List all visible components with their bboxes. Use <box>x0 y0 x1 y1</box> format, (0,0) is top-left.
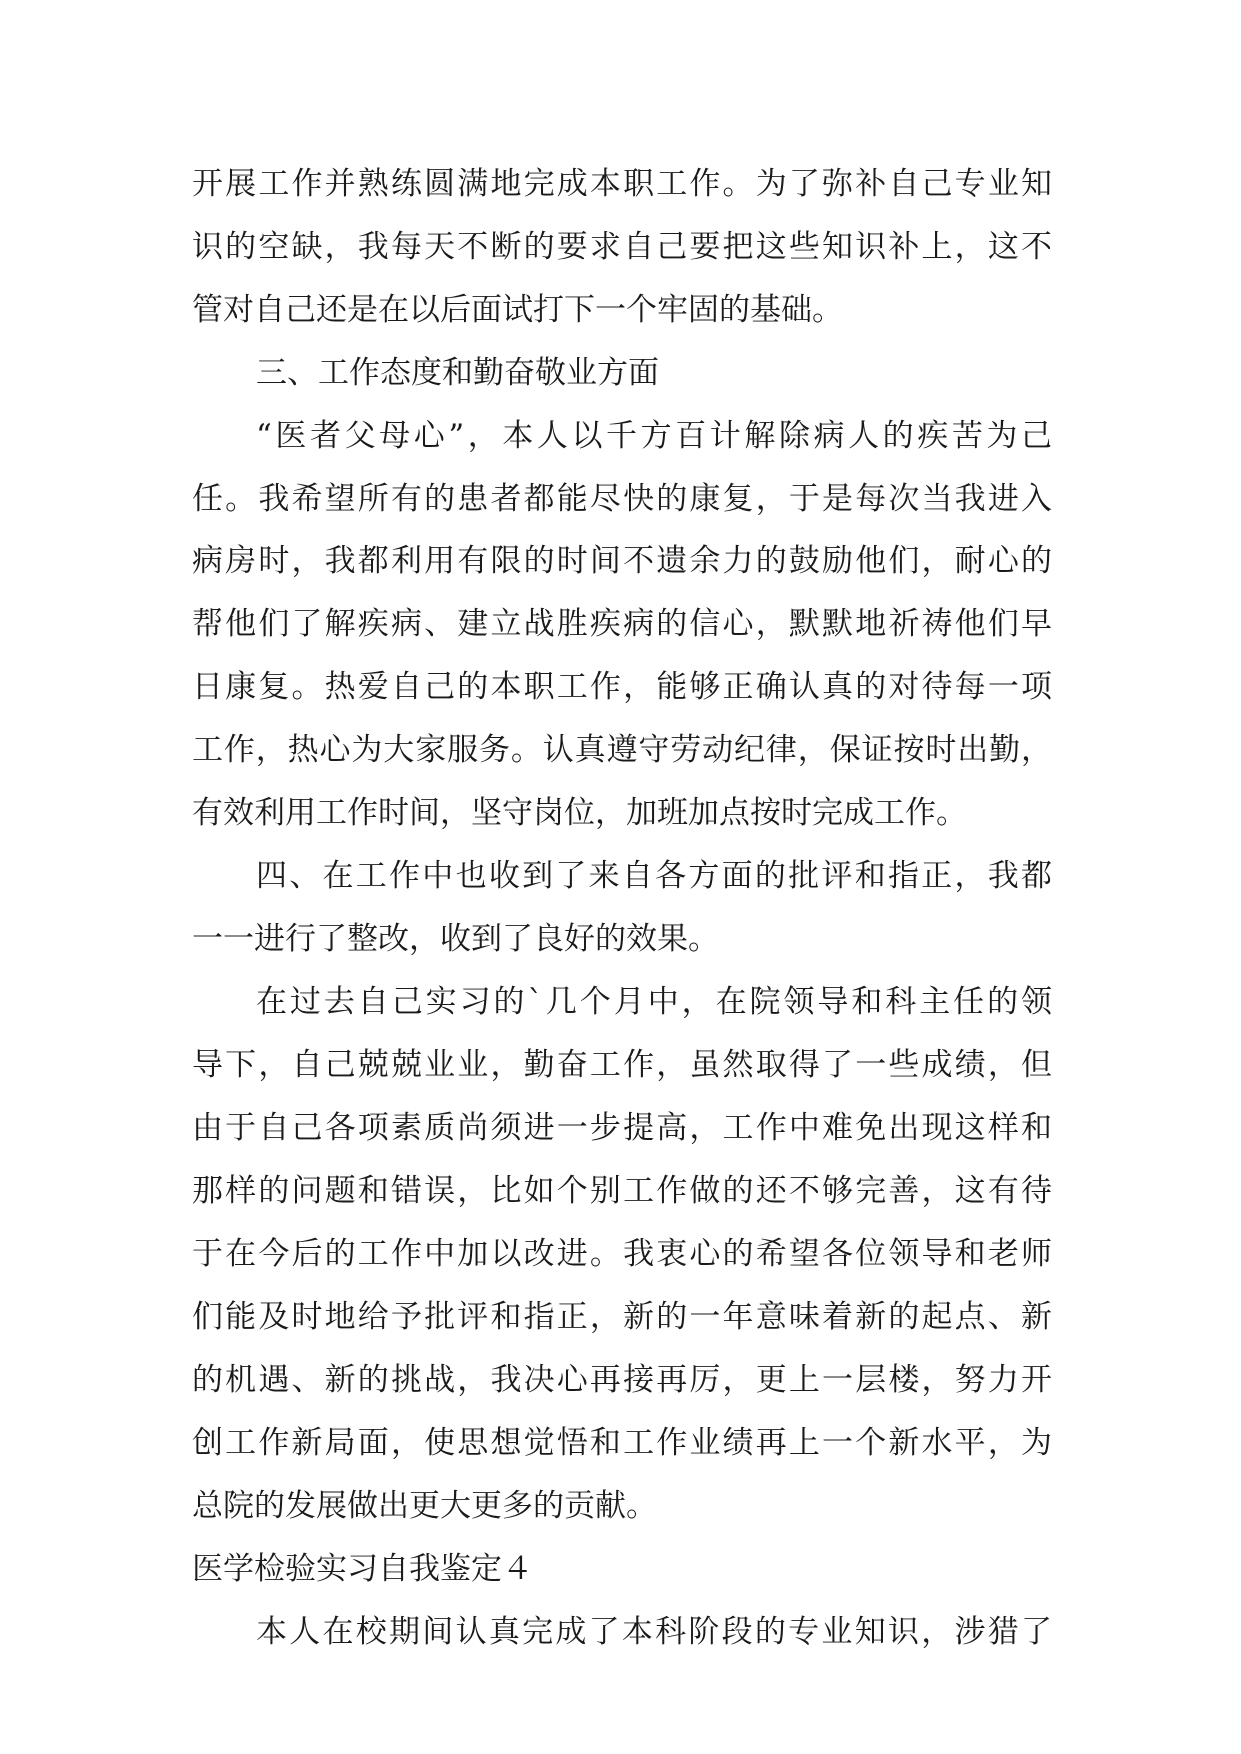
text-line-7: 病房时，我都利用有限的时间不遗余力的鼓励他们，耐心的 <box>192 543 1052 579</box>
text-line-16: 由于自己各项素质尚须进一步提高，工作中难免出现这样和 <box>192 1110 1052 1146</box>
text-line-6: 任。我希望所有的患者都能尽快的康复，于是每次当我进入 <box>192 481 1052 517</box>
text-line-11: 有效利用工作时间，坚守岗位，加班加点按时完成工作。 <box>192 795 967 831</box>
text-line-24: 本人在校期间认真完成了本科阶段的专业知识，涉猎了 <box>256 1614 1052 1650</box>
text-line-17: 那样的问题和错误，比如个别工作做的还不够完善，这有待 <box>192 1173 1052 1209</box>
text-line-19: 们能及时地给予批评和指正，新的一年意味着新的起点、新 <box>192 1299 1052 1335</box>
text-line-15: 导下，自己兢兢业业，勤奋工作，虽然取得了一些成绩，但 <box>192 1047 1052 1083</box>
text-line-1: 开展工作并熟练圆满地完成本职工作。为了弥补自己专业知 <box>192 166 1052 202</box>
section-heading-4: 四、在工作中也收到了来自各方面的批评和指正，我都 <box>256 858 1052 894</box>
text-line-21: 创工作新局面，使思想觉悟和工作业绩再上一个新水平，为 <box>192 1425 1052 1461</box>
text-line-18: 于在今后的工作中加以改进。我衷心的希望各位领导和老师 <box>192 1236 1052 1272</box>
article-title: 医学检验实习自我鉴定４ <box>192 1551 533 1587</box>
text-line-10: 工作，热心为大家服务。认真遵守劳动纪律，保证按时出勤， <box>192 732 1052 768</box>
text-line-5: “医者父母心”，本人以千方百计解除病人的疾苦为己 <box>256 418 1052 454</box>
text-line-9: 日康复。热爱自己的本职工作，能够正确认真的对待每一项 <box>192 669 1052 705</box>
text-line-14: 在过去自己实习的`几个月中，在院领导和科主任的领 <box>256 984 1052 1020</box>
text-line-8: 帮他们了解疾病、建立战胜疾病的信心，默默地祈祷他们早 <box>192 606 1052 642</box>
text-line-22: 总院的发展做出更大更多的贡献。 <box>192 1488 657 1524</box>
text-line-13: 一一进行了整改，收到了良好的效果。 <box>192 921 719 957</box>
text-line-20: 的机遇、新的挑战，我决心再接再厉，更上一层楼，努力开 <box>192 1362 1052 1398</box>
text-line-2: 识的空缺，我每天不断的要求自己要把这些知识补上，这不 <box>192 229 1052 265</box>
section-heading-3: 三、工作态度和勤奋敬业方面 <box>256 355 659 391</box>
text-line-3: 管对自己还是在以后面试打下一个牢固的基础。 <box>192 292 843 328</box>
